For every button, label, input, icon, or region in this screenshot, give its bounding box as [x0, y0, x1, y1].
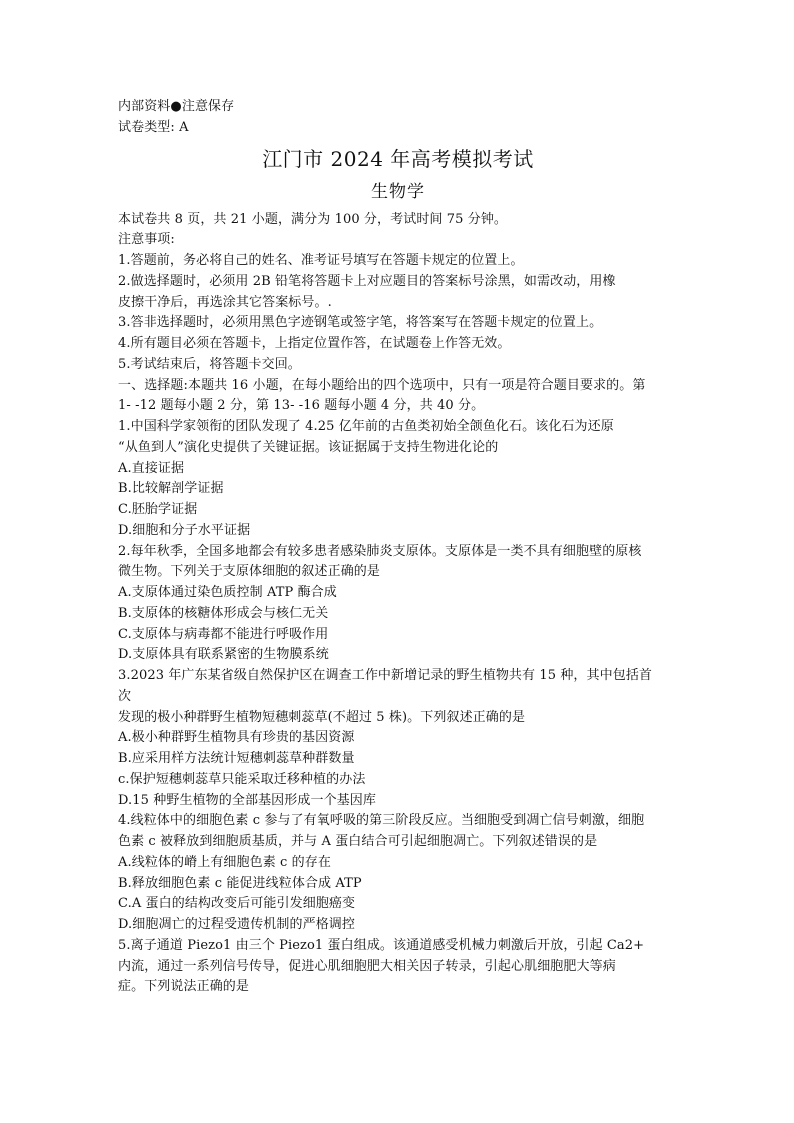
question-4-option-a: A.线粒体的嵴上有细胞色素 c 的存在	[118, 854, 331, 870]
question-1-option-b: B.比较解剖学证据	[118, 481, 224, 497]
page-content	[118, 97, 678, 998]
question-2-stem: 2.每年秋季，全国多地都会有较多患者感染肺炎支原体。支原体是一类不具有细胞壁的原核	[118, 543, 642, 559]
exam-title: 江门市 2024 年高考模拟考试	[262, 146, 534, 171]
section-instructions: 1- -12 题每小题 2 分，第 13- -16 题每小题 4 分，共 40 分。	[118, 398, 485, 414]
question-2-option-a: A.支原体通过染色质控制 ATP 酶合成	[118, 585, 337, 600]
notes-line: 皮擦干净后，再选涂其它答案标号。.	[118, 294, 332, 310]
question-4-stem: 色素 c 被释放到细胞质基质，并与 A 蛋白结合可引起细胞凋亡。下列叙述错误的是	[118, 834, 598, 849]
notes-line: 1.答题前，务必将自己的姓名、准考证号填写在答题卡规定的位置上。	[118, 253, 524, 268]
question-5-stem: 5.离子通道 Piezo1 由三个 Piezo1 蛋白组成。该通道感受机械力刺激后开放，引起 Ca2+	[118, 937, 645, 953]
paper-type-label: 试卷类型: A	[118, 119, 189, 135]
notes-line: 5.考试结束后，将答题卡交回。	[118, 356, 301, 372]
question-3-option-c: c.保护短穗刺蕊草只能采取迁移种植的办法	[118, 771, 366, 787]
question-5-stem: 症。下列说法正确的是	[118, 979, 250, 995]
question-3-option-b: B.应采用样方法统计短穗刺蕊草种群数量	[118, 751, 355, 766]
question-2-option-d: D.支原体具有联系紧密的生物膜系统	[118, 647, 329, 663]
question-3-stem: 次	[118, 688, 132, 704]
question-2-option-b: B.支原体的核糖体形成会与核仁无关	[118, 605, 329, 621]
notes-line: 2.做选择题时，必须用 2B 铅笔将答题卡上对应题目的答案标号涂黑，如需改动，用橡	[118, 273, 616, 289]
question-1-option-a: A.直接证据	[118, 460, 185, 476]
question-1-stem: 1.中国科学家领衔的团队发现了 4.25 亿年前的古鱼类初始全颌鱼化石。该化石为还原	[118, 419, 614, 434]
question-3-option-a: A.极小种群野生植物具有珍贵的基因资源	[118, 730, 355, 746]
question-1-stem: “从鱼到人”演化史提供了关键证据。该证据属于支持生物进化论的	[118, 439, 499, 455]
question-1-option-d: D.细胞和分子水平证据	[118, 522, 251, 538]
question-2-stem: 微生物。下列关于支原体细胞的叙述正确的是	[118, 564, 381, 580]
question-4-option-d: D.细胞凋亡的过程受遗传机制的严格调控	[118, 917, 355, 932]
exam-info: 本试卷共 8 页，共 21 小题，满分为 100 分，考试时间 75 分钟。	[118, 211, 508, 227]
subject-title: 生物学	[371, 181, 425, 202]
question-3-stem: 3.2023 年广东某省级自然保护区在调查工作中新增记录的野生植物共有 15 种，其中包括首	[118, 668, 653, 683]
notes-line: 4.所有题目必须在答题卡，上指定位置作答，在试题卷上作答无效。	[118, 336, 511, 351]
question-3-option-d: D.15 种野生植物的全部基因形成一个基因库	[118, 792, 376, 808]
notes-heading: 注意事项:	[118, 232, 175, 248]
question-4-stem: 4.线粒体中的细胞色素 c 参与了有氧呼吸的第三阶段反应。当细胞受到凋亡信号刺激，细胞	[118, 813, 645, 829]
question-2-option-c: C.支原体与病毒都不能进行呼吸作用	[118, 626, 329, 642]
question-3-stem: 发现的极小种群野生植物短穗刺蕊草(不超过 5 株)。下列叙述正确的是	[118, 709, 526, 725]
question-4-option-c: C.A 蛋白的结构改变后可能引发细胞癌变	[118, 896, 356, 912]
section-instructions: 一、选择题:本题共 16 小题，在每小题给出的四个选项中，只有一项是符合题目要求的。第	[118, 377, 646, 393]
question-5-stem: 内流，通过一系列信号传导，促进心肌细胞肥大相关因子转录，引起心肌细胞肥大等病	[118, 958, 616, 974]
question-1-option-c: C.胚胎学证据	[118, 502, 198, 517]
question-4-option-b: B.释放细胞色素 c 能促进线粒体合成 ATP	[118, 875, 362, 891]
confidential-label: 内部资料●注意保存	[118, 99, 235, 114]
notes-line: 3.答非选择题时，必须用黑色字迹钢笔或签字笔，将答案写在答题卡规定的位置上。	[118, 315, 603, 331]
